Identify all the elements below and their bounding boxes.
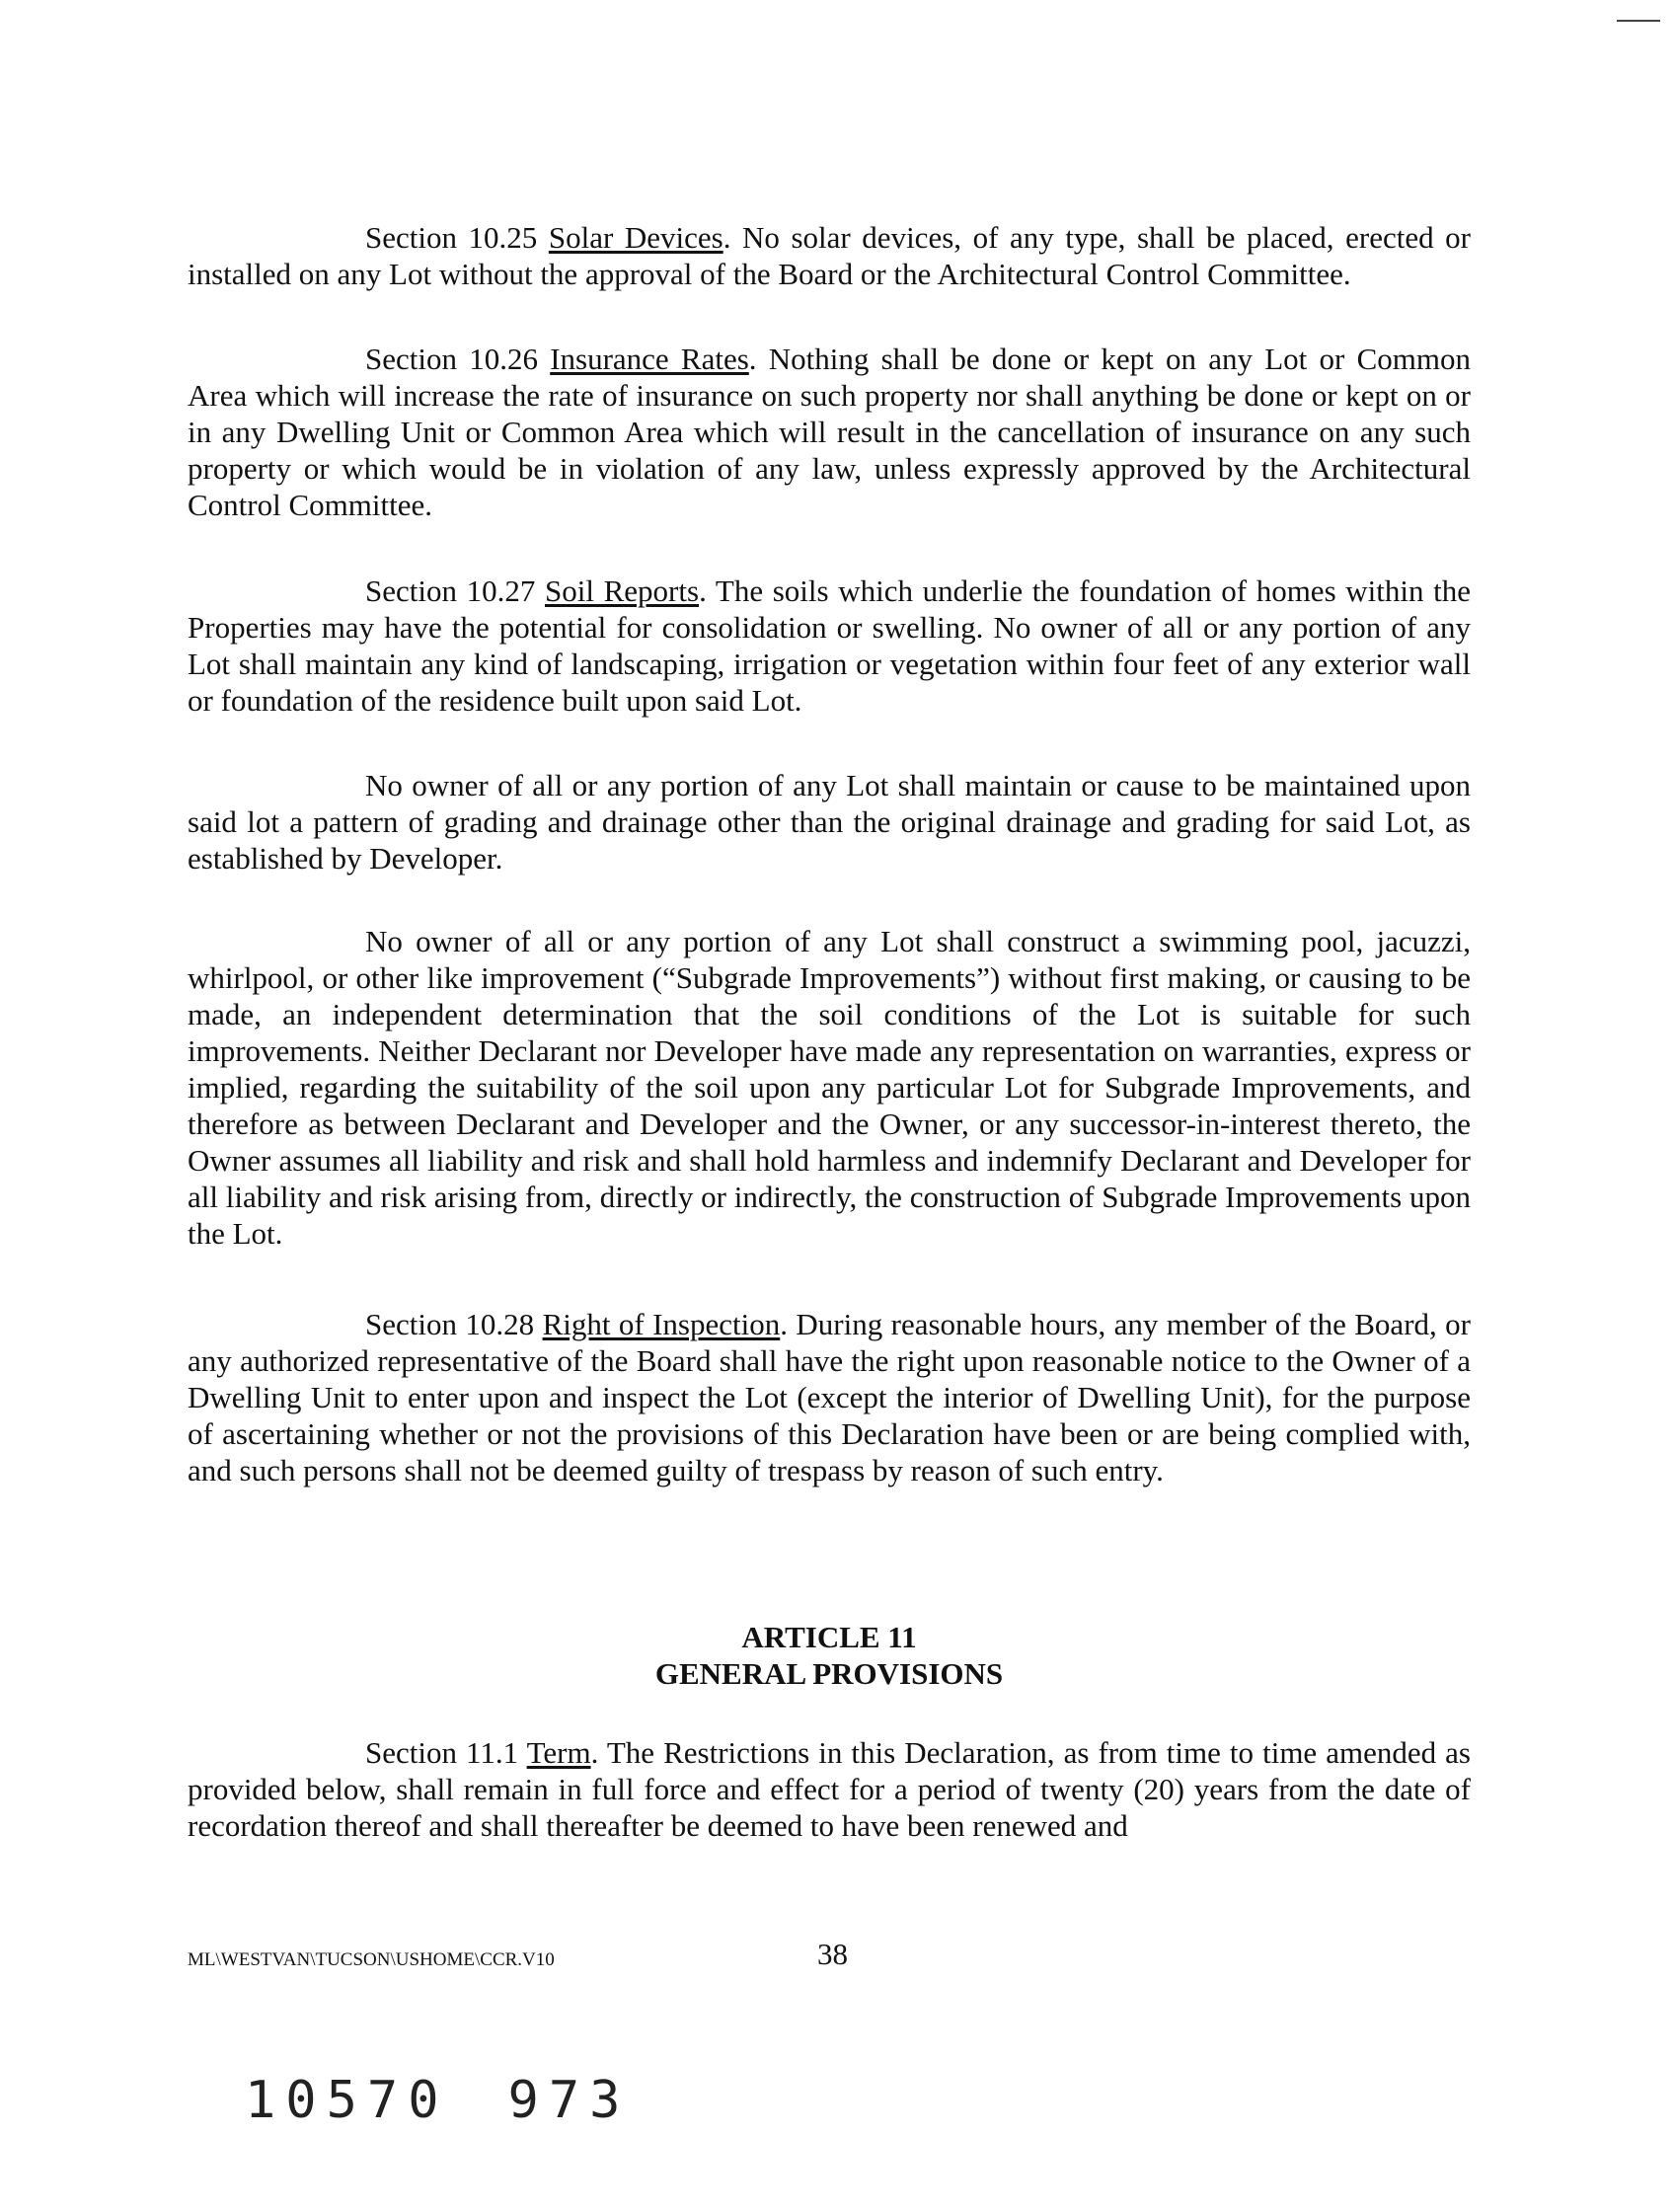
section-10-26-paragraph [188,341,1471,523]
paragraph-text: No owner of all or any portion of any Lot shall construct a swimming pool, jacuzzi, whirlpool, or other like improvement (“Subgrade Improvements”) without first making, or causing to be made, an independent determination that the soil conditions of the Lot is suitable for such improvements. Neither Declarant nor Developer have made any representation on warranties, express or implied, regarding the suitability of the soil upon any particular Lot for Subgrade Improvements, and therefore as between Declarant and Developer and the Owner, or any successor-in-interest thereto, the Owner assumes all liability and risk and shall hold harmless and indemnify Declarant and Developer for all liability and risk arising from, directly or indirectly, the construction of Subgrade Improvements upon the Lot. [188,924,1471,1251]
grading-paragraph [188,767,1471,877]
paragraph-text: No owner of all or any portion of any Lot shall maintain or cause to be maintained upon said lot a pattern of grading and drainage other than the original drainage and grading for said Lot, as established by Developer. [188,768,1471,876]
section-text: . No solar devices, of any type, shall be placed, erected or installed on any Lot without the approval of the Board or the Architectural Control Committee. [188,220,1471,291]
section-text: . The soils which underlie the foundation of homes within the Properties may have the potential for consolidation or swelling. No owner of all or any portion of any Lot shall maintain any kind of landscaping, irrigation or vegetation within four feet of any exterior wall or foundation of the residence built upon said Lot. [188,573,1471,718]
footer-file-path: ML\WESTVAN\TUCSON\USHOME\CCR.V10 [188,1949,555,1970]
recording-stamp [245,2071,630,2130]
section-10-27-paragraph [188,572,1471,719]
section-number: Section 10.26 [365,342,551,376]
subgrade-improvements-paragraph [188,923,1471,1252]
section-heading: Right of Inspection [542,1307,781,1341]
section-10-25-paragraph [188,219,1471,292]
stamp-docket: 10570 [245,2071,449,2130]
section-heading: Term [526,1735,591,1770]
section-10-28-paragraph [188,1306,1471,1488]
section-heading: Insurance Rates [550,342,749,376]
section-number: Section 11.1 [365,1735,527,1770]
section-text: . During reasonable hours, any member of the Board, or any authorized representative of the Board shall have the right upon reasonable notice to the Owner of a Dwelling Unit to enter upon and inspect the Lot (except the interior of Dwelling Unit), for the purpose of ascertaining whether or not the provisions of this Declaration have been or are being complied with, and such persons shall not be deemed guilty of trespass by reason of such entry. [188,1307,1471,1487]
article-title: GENERAL PROVISIONS [654,1656,1004,1691]
section-heading: Solar Devices [548,220,723,255]
page-number: 38 [817,1937,848,1971]
section-11-1-paragraph [188,1734,1471,1844]
section-number: Section 10.28 [365,1307,543,1341]
section-text: . The Restrictions in this Declaration, as from time to time amended as provided below, shall remain in full force and effect for a period of twenty (20) years from the date of recordation thereof and shall thereafter be deemed to have been renewed and [188,1735,1471,1843]
article-number: ARTICLE 11 [741,1620,917,1654]
stamp-page: 973 [507,2071,631,2130]
section-number: Section 10.25 [365,220,549,255]
page-edge-mark [1617,20,1660,22]
section-text: . Nothing shall be done or kept on any Lot or Common Area which will increase the rate of insurance on such property nor shall anything be done or kept on or in any Dwelling Unit or Common Area which will result in the cancellation of insurance on any such property or which would be in violation of any law, unless expressly approved by the Architectural Control Committee. [188,342,1471,522]
section-number: Section 10.27 [365,573,546,608]
section-heading: Soil Reports [545,573,700,608]
